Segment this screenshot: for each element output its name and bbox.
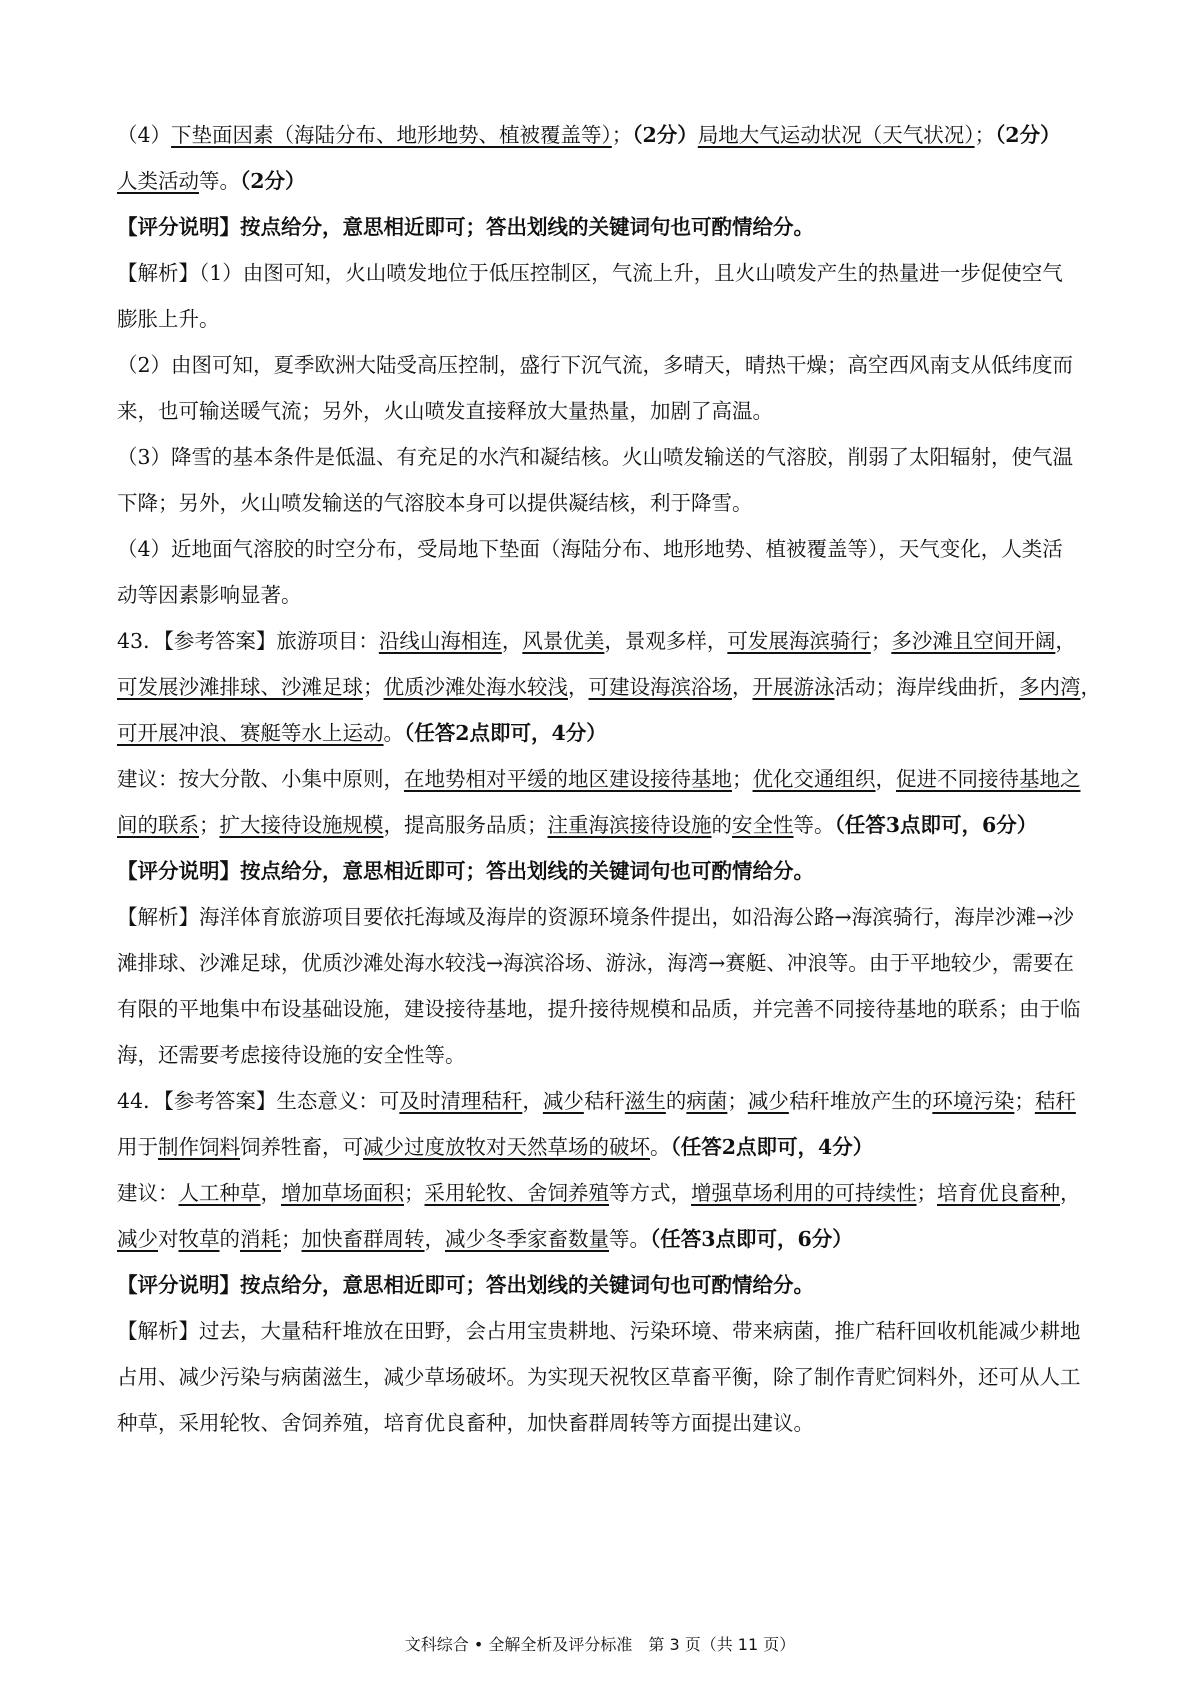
analysis-43-l4: 海，还需要考虑接待设施的安全性等。 xyxy=(117,1043,466,1067)
key-phrase: 减少 xyxy=(542,1089,584,1113)
text: 等。 xyxy=(609,1227,650,1251)
text: ， xyxy=(732,675,753,699)
q44-line-4 xyxy=(117,1216,1107,1262)
text: 44．【参考答案】生态意义：可 xyxy=(117,1089,400,1113)
key-phrase: 多沙滩且空间开阔 xyxy=(891,629,1056,653)
q44-line-2 xyxy=(117,1124,1107,1170)
q43-line-5 xyxy=(117,802,1107,848)
score: （2分） xyxy=(995,123,1061,147)
analysis-44-l3: 种草，采用轮牧、舍饲养殖，培育优良畜种，加快畜群周转等方面提出建议。 xyxy=(117,1411,814,1435)
text: ； xyxy=(281,1227,302,1251)
text: 秸秆堆放产生的 xyxy=(788,1089,933,1113)
analysis-42-p1-l1: 【解析】（1）由图可知，火山喷发地位于低压控制区，气流上升，且火山喷发产生的热量进一步促使空气 xyxy=(117,261,1063,285)
analysis-43-l3: 有限的平地集中布设基础设施，建设接待基地，提升接待规模和品质，并完善不同接待基地的联系；由于临 xyxy=(117,997,1081,1021)
analysis-44-l2: 占用、减少污染与病菌滋生，减少草场破坏。为实现天祝牧区草畜平衡，除了制作青贮饲料外，还可从人工 xyxy=(117,1365,1081,1389)
key-phrase: 减少 xyxy=(117,1227,158,1251)
key-phrase: 增强草场利用的可持续性 xyxy=(691,1181,917,1205)
text: 活动；海岸线曲折， xyxy=(834,675,1019,699)
scoring-note-2: 【评分说明】按点给分，意思相近即可；答出划线的关键词句也可酌情给分。 xyxy=(117,859,814,883)
text: 。 xyxy=(383,721,404,745)
text: ； xyxy=(732,767,753,791)
text: ， xyxy=(1080,675,1101,699)
key-phrase: 扩大接待设施规模 xyxy=(219,813,384,837)
key-phrase: 沿线山海相连 xyxy=(378,629,502,653)
text: ， xyxy=(501,629,523,653)
text: ， xyxy=(875,767,896,791)
q44-line-1 xyxy=(117,1078,1107,1124)
key-phrase: 人类活动 xyxy=(117,169,199,193)
key-phrase: 加快畜群周转 xyxy=(301,1227,425,1251)
key-phrase: 增加草场面积 xyxy=(281,1181,404,1205)
key-phrase: 可开展冲浪、赛艇等水上运动 xyxy=(117,721,384,745)
scoring-note-1: 【评分说明】按点给分，意思相近即可；答出划线的关键词句也可酌情给分。 xyxy=(117,215,814,239)
text: ， xyxy=(424,1227,445,1251)
q43-line-2 xyxy=(117,664,1107,710)
key-phrase: 可发展沙滩排球、沙滩足球 xyxy=(117,675,363,699)
key-phrase: 采用轮牧、舍饲养殖 xyxy=(424,1181,609,1205)
analysis-42-p2-l1: （2）由图可知，夏季欧洲大陆受高压控制，盛行下沉气流，多晴天，晴热干燥；高空西风南支从低纬度而 xyxy=(117,353,1074,377)
text: ； xyxy=(1014,1089,1035,1113)
key-phrase: 可发展海滨骑行 xyxy=(727,629,871,653)
text: ，提高服务品质； xyxy=(383,813,548,837)
text: ； xyxy=(727,1089,748,1113)
key-phrase: 及时清理秸秆 xyxy=(399,1089,523,1113)
text: 建议：按大分散、小集中原则， xyxy=(117,767,404,791)
q43-line-1 xyxy=(117,618,1107,664)
key-phrase: 病菌 xyxy=(686,1089,728,1113)
key-phrase: 秸秆 xyxy=(1034,1089,1076,1113)
text: ，景观多样， xyxy=(604,629,728,653)
key-phrase: 风景优美 xyxy=(522,629,605,653)
analysis-42-p4-l2: 动等因素影响显著。 xyxy=(117,583,302,607)
score: （任答2点即可，4分） xyxy=(670,1135,874,1159)
analysis-43-l2: 滩排球、沙滩足球，优质沙滩处海水较浅→海滨浴场、游泳，海湾→赛艇、冲浪等。由于平地较少，需要在 xyxy=(117,951,1074,975)
text: （4） xyxy=(117,123,172,147)
key-phrase: 减少冬季家畜数量 xyxy=(445,1227,609,1251)
page-footer: 文科综合 • 全解全析及评分标准 第 3 页（共 11 页） xyxy=(404,1635,796,1654)
text: 秸秆 xyxy=(583,1089,625,1113)
text: ； xyxy=(363,675,384,699)
key-phrase: 在地势相对平缓的地区建设接待基地 xyxy=(404,767,732,791)
key-phrase: 促进不同接待基地之 xyxy=(896,767,1081,791)
text: 43．【参考答案】旅游项目： xyxy=(117,629,379,653)
key-phrase: 制作饲料 xyxy=(158,1135,240,1159)
key-phrase: 优质沙滩处海水较浅 xyxy=(383,675,568,699)
text: ； xyxy=(916,1181,937,1205)
key-phrase: 人工种草 xyxy=(178,1181,261,1205)
key-phrase: 可建设海滨浴场 xyxy=(588,675,732,699)
key-phrase: 优化交通组织 xyxy=(752,767,876,791)
score: （任答3点即可，6分） xyxy=(834,813,1038,837)
analysis-42-p4-l1: （4）近地面气溶胶的时空分布，受局地下垫面（海陆分布、地形地势、植被覆盖等），天气变化，人类活 xyxy=(117,537,1063,561)
analysis-42-p3-l2: 下降；另外，火山喷发输送的气溶胶本身可以提供凝结核，利于降雪。 xyxy=(117,491,753,515)
text: 对 xyxy=(158,1227,179,1251)
answer-content xyxy=(117,112,1107,1446)
score: （2分） xyxy=(240,169,306,193)
score: （2分） xyxy=(632,123,698,147)
text: 饲养牲畜，可 xyxy=(240,1135,363,1159)
key-phrase: 间的联系 xyxy=(117,813,199,837)
score: （任答2点即可，4分） xyxy=(404,721,607,745)
text: ， xyxy=(260,1181,281,1205)
text: 等方式， xyxy=(609,1181,691,1205)
key-phrase: 下垫面因素（海陆分布、地形地势、植被覆盖等） xyxy=(171,123,612,147)
key-phrase: 多内湾 xyxy=(1019,675,1081,699)
q42-4-line-2 xyxy=(117,158,1107,204)
key-phrase: 局地大气运动状况（天气状况） xyxy=(697,123,975,147)
text: 。 xyxy=(650,1135,671,1159)
text: ； xyxy=(611,123,633,147)
analysis-42-p1-l2: 膨胀上升。 xyxy=(117,307,220,331)
text: 的 xyxy=(665,1089,687,1113)
q43-line-3 xyxy=(117,710,1107,756)
q44-line-3 xyxy=(117,1170,1107,1216)
text: ， xyxy=(568,675,589,699)
analysis-44-l1: 【解析】过去，大量秸秆堆放在田野，会占用宝贵耕地、污染环境、带来病菌，推广秸秆回收机能减少耕地 xyxy=(117,1319,1081,1343)
key-phrase: 牧草 xyxy=(178,1227,220,1251)
key-phrase: 滋生 xyxy=(624,1089,666,1113)
key-phrase: 开展游泳 xyxy=(752,675,835,699)
text: 的 xyxy=(219,1227,240,1251)
text: 的 xyxy=(711,813,732,837)
scoring-note-3: 【评分说明】按点给分，意思相近即可；答出划线的关键词句也可酌情给分。 xyxy=(117,1273,814,1297)
key-phrase: 安全性 xyxy=(732,813,794,837)
key-phrase: 培育优良畜种 xyxy=(937,1181,1060,1205)
text: ； xyxy=(199,813,220,837)
analysis-42-p3-l1: （3）降雪的基本条件是低温、有充足的水汽和凝结核。火山喷发输送的气溶胶，削弱了太阳辐射，使气温 xyxy=(117,445,1074,469)
analysis-42-p2-l2: 来，也可输送暖气流；另外，火山喷发直接释放大量热量，加剧了高温。 xyxy=(117,399,773,423)
score: （任答3点即可，6分） xyxy=(650,1227,853,1251)
q42-4-line-1 xyxy=(117,112,1107,158)
text: ； xyxy=(974,123,996,147)
text: 建议： xyxy=(117,1181,179,1205)
text: ， xyxy=(522,1089,543,1113)
text: ； xyxy=(404,1181,425,1205)
text: ； xyxy=(870,629,892,653)
analysis-43-l1: 【解析】海洋体育旅游项目要依托海域及海岸的资源环境条件提出，如沿海公路→海滨骑行，海岸沙滩→沙 xyxy=(117,905,1074,929)
key-phrase: 减少 xyxy=(747,1089,789,1113)
text: 等。 xyxy=(199,169,240,193)
text: ， xyxy=(1055,629,1076,653)
key-phrase: 环境污染 xyxy=(932,1089,1015,1113)
text: ， xyxy=(1060,1181,1081,1205)
text: 等。 xyxy=(793,813,835,837)
text: 用于 xyxy=(117,1135,158,1159)
key-phrase: 减少过度放牧对天然草场的破坏 xyxy=(363,1135,650,1159)
key-phrase: 注重海滨接待设施 xyxy=(547,813,712,837)
q43-line-4 xyxy=(117,756,1107,802)
key-phrase: 消耗 xyxy=(240,1227,281,1251)
